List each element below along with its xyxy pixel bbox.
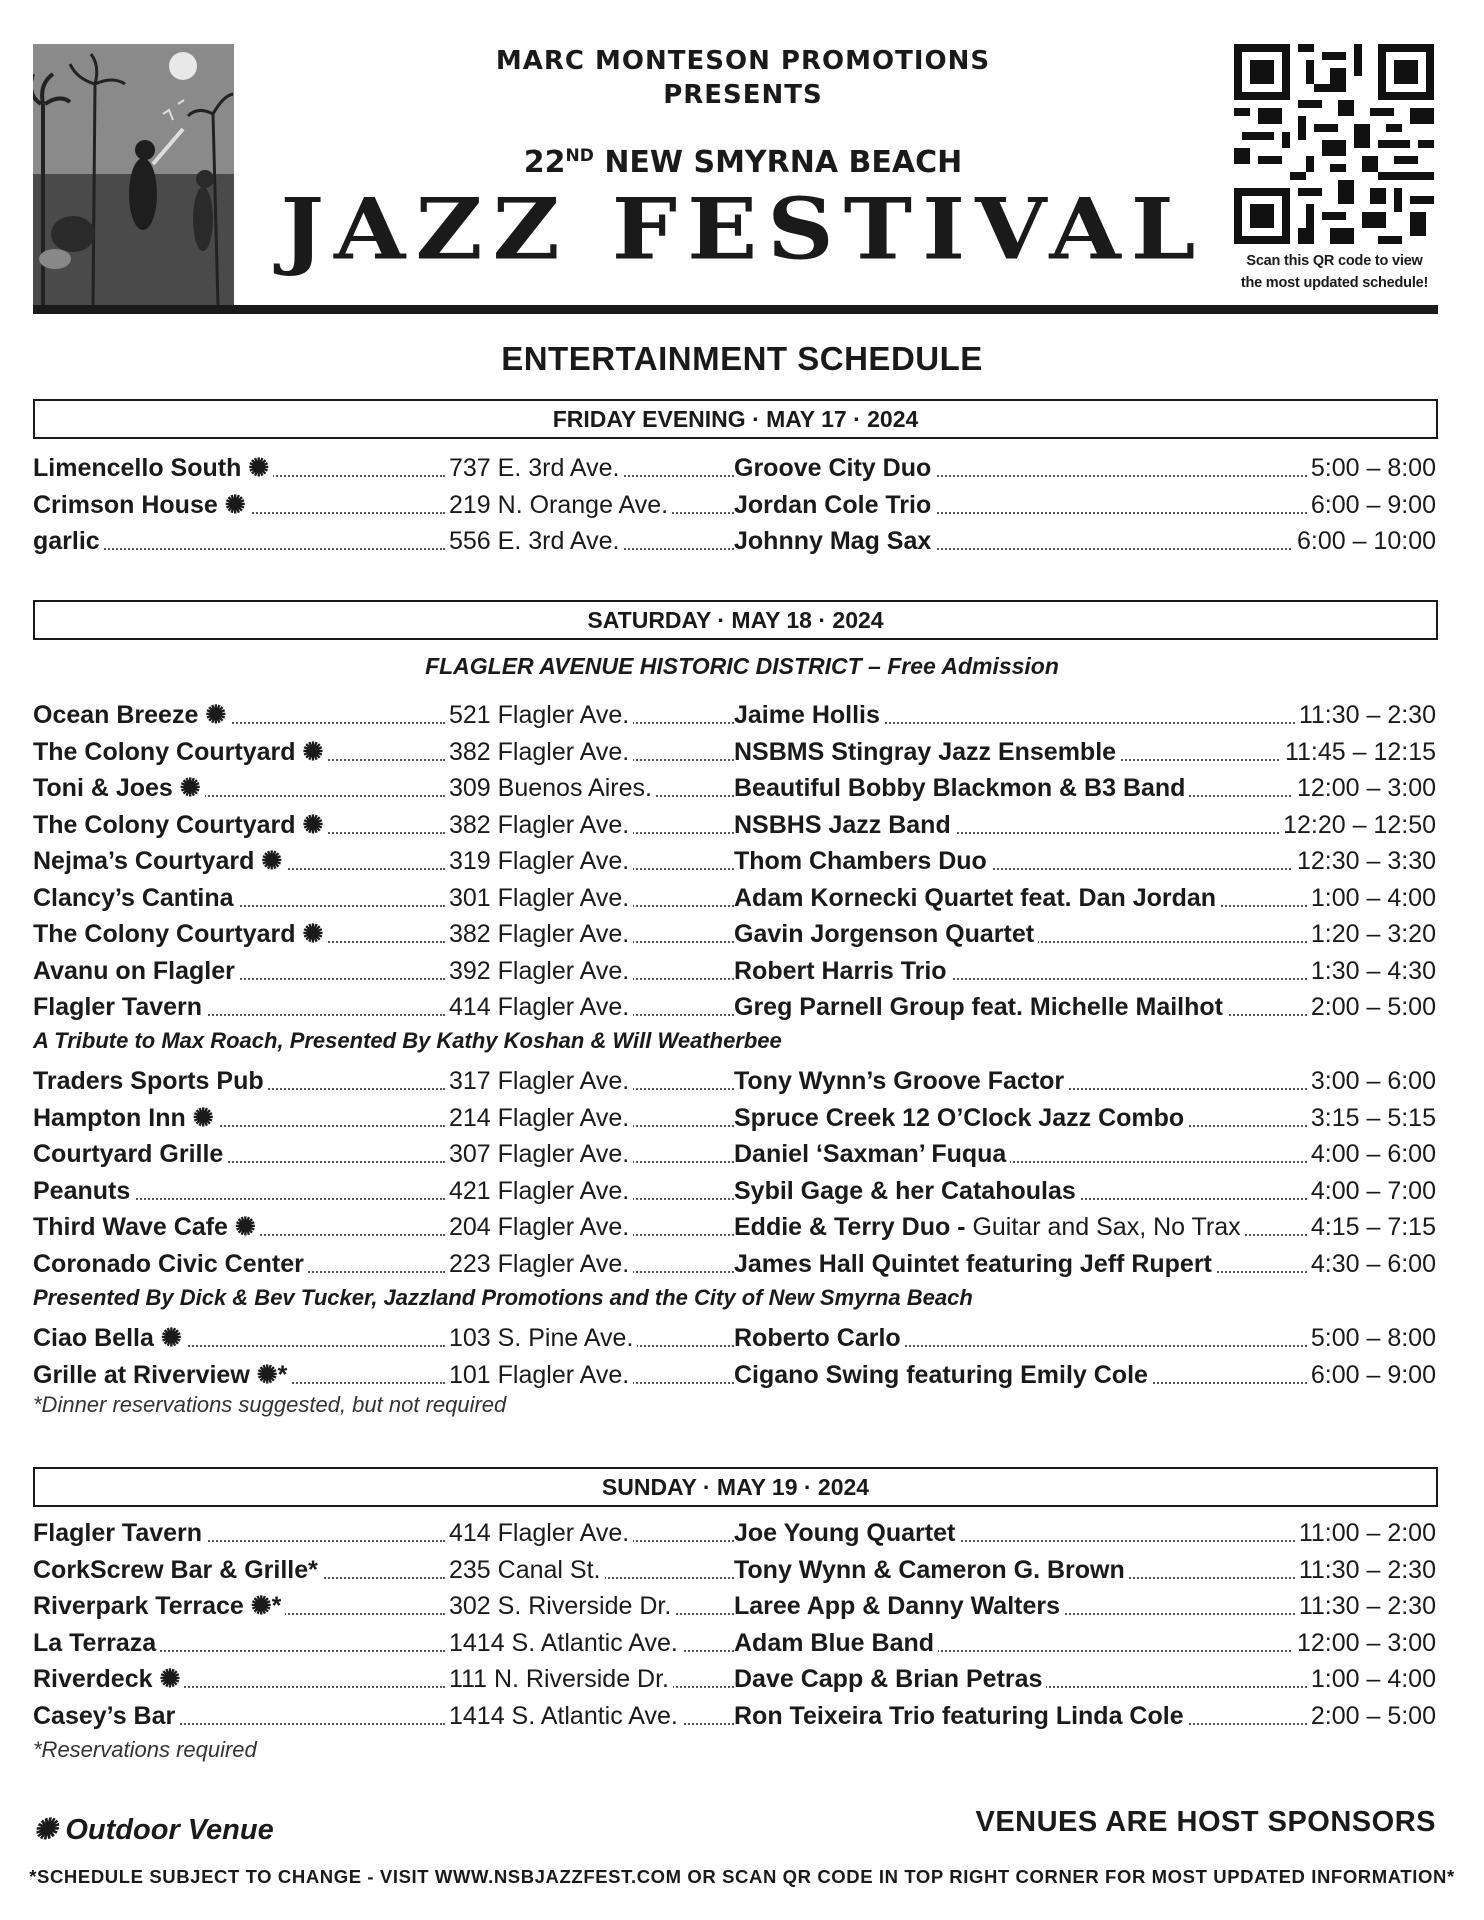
act-name [734,880,1220,916]
schedule-row [33,1173,1436,1209]
performance-time: 11:30 – 2:30 [1295,1588,1436,1624]
venue-name: Toni & Joes ✺ [33,770,205,806]
venue-address: 219 N. Orange Ave. [449,487,672,523]
act-title: Jaime Hollis [734,701,880,729]
venue-name: CorkScrew Bar & Grille* [33,1552,322,1588]
festival-title: JAZZ FESTIVAL [280,179,1206,279]
venue-name: Flagler Tavern [33,989,206,1025]
venue-address: 1414 S. Atlantic Ave. [449,1698,682,1734]
venue-address: 317 Flagler Ave. [449,1063,633,1099]
performance-time: 11:00 – 2:00 [1295,1515,1436,1551]
act-title: Dave Capp & Brian Petras [734,1665,1043,1693]
act-title: Eddie & Terry Duo - [734,1213,973,1241]
performance-time: 4:00 – 6:00 [1307,1136,1436,1172]
performance-time: 12:30 – 3:30 [1293,843,1436,879]
venue-name: Traders Sports Pub [33,1063,268,1099]
act-title: Spruce Creek 12 O’Clock Jazz Combo [734,1103,1185,1132]
schedule-row [33,450,1436,486]
act-title: Daniel ‘Saxman’ Fuqua [734,1140,1007,1168]
qr-block [1231,44,1438,294]
act-name [734,1136,1010,1172]
performance-time: 1:30 – 4:30 [1307,953,1436,989]
schedule-row [33,989,1436,1025]
venue-address: 382 Flagler Ave. [449,807,633,843]
sunday-footnote: *Reservations required [33,1737,257,1762]
act-name [734,450,935,486]
act-title: Sybil Gage & her Catahoulas [734,1176,1076,1205]
legend-text: Outdoor Venue [65,1814,274,1846]
edition-number: 22 [523,145,566,180]
sun-star-icon: ✺ [33,1814,58,1846]
act-title: Laree App & Danny Walters [734,1592,1061,1620]
schedule-row [33,1515,1436,1551]
performance-time: 1:20 – 3:20 [1307,916,1436,952]
schedule-row [33,697,1436,733]
act-title: James Hall Quintet featuring Jeff Rupert [734,1249,1212,1278]
act-name [734,1320,905,1356]
venue-name: La Terraza [33,1625,160,1661]
performance-time: 12:00 – 3:00 [1293,770,1436,806]
presents-line: PRESENTS [663,80,823,110]
venue-name: garlic [33,523,104,559]
act-title: Roberto Carlo [734,1324,901,1352]
act-title: NSBMS Stingray Jazz Ensemble [734,737,1117,766]
saturday-footnote: *Dinner reservations suggested, but not required [33,1392,507,1417]
schedule-row [33,807,1436,843]
venue-name: Clancy’s Cantina [33,880,238,916]
saturday-tribute-note: A Tribute to Max Roach, Presented By Kathy Koshan & Will Weatherbee [33,1028,782,1053]
performance-time: 3:15 – 5:15 [1307,1100,1436,1136]
header-titles [243,44,1243,279]
schedule-title: ENTERTAINMENT SCHEDULE [501,340,983,377]
act-title: Greg Parnell Group feat. Michelle Mailhot [734,993,1223,1021]
act-name [734,1515,959,1551]
promoter-name: MARC MONTESON PROMOTIONS [495,46,991,76]
act-title: Adam Blue Band [734,1628,935,1657]
venue-name: Peanuts [33,1173,134,1209]
performance-time: 3:00 – 6:00 [1307,1063,1436,1099]
saturday-heading: SATURDAY · MAY 18 · 2024 [33,600,1438,640]
performance-time: 2:00 – 5:00 [1307,1698,1436,1734]
act-name [734,523,935,559]
act-name [734,1698,1188,1734]
edition-line [243,138,1243,181]
act-name [734,1246,1216,1282]
venue-name: Flagler Tavern [33,1515,206,1551]
venue-address: 421 Flagler Ave. [449,1173,633,1209]
venue-address: 414 Flagler Ave. [449,989,633,1025]
act-name [734,807,955,843]
venue-address: 414 Flagler Ave. [449,1515,633,1551]
act-title: Adam Kornecki Quartet feat. Dan Jordan [734,883,1217,912]
venue-address: 103 S. Pine Ave. [449,1320,637,1356]
qr-caption-line-1: Scan this QR code to view [1246,253,1423,269]
saturday-presenter-note: Presented By Dick & Bev Tucker, Jazzland Promotions and the City of New Smyrna Beach [33,1285,973,1310]
outdoor-venue-legend [33,1812,274,1847]
venue-address: 301 Flagler Ave. [449,880,633,916]
act-name [734,1625,938,1661]
act-name [734,1552,1129,1588]
schedule-row [33,1698,1436,1734]
act-title: Tony Wynn’s Groove Factor [734,1067,1065,1095]
venue-name: Riverpark Terrace ✺* [33,1588,285,1624]
performance-time: 6:00 – 10:00 [1293,523,1436,559]
venue-address: 319 Flagler Ave. [449,843,633,879]
venue-name: Ciao Bella ✺ [33,1320,186,1356]
venue-name: Crimson House ✺ [33,487,250,523]
venue-name: Casey’s Bar [33,1698,179,1734]
act-title: Ron Teixeira Trio featuring Linda Cole [734,1701,1184,1730]
act-title: Thom Chambers Duo [734,847,987,875]
venue-name: Third Wave Cafe ✺ [33,1209,260,1245]
schedule-row [33,1136,1436,1172]
performance-time: 5:00 – 8:00 [1307,1320,1436,1356]
venue-address: 307 Flagler Ave. [449,1136,633,1172]
schedule-row [33,1209,1436,1245]
venue-address: 111 N. Riverside Dr. [449,1661,673,1697]
venue-address: 1414 S. Atlantic Ave. [449,1625,682,1661]
act-name [734,1173,1080,1209]
performance-time: 11:30 – 2:30 [1295,697,1436,733]
act-name [734,734,1120,770]
act-title: Tony Wynn & Cameron G. Brown [734,1555,1125,1584]
act-note: Guitar and Sax, No Trax [972,1213,1241,1241]
act-title: Gavin Jorgenson Quartet [734,920,1035,948]
performance-time: 12:00 – 3:00 [1293,1625,1436,1661]
sunday-heading: SUNDAY · MAY 19 · 2024 [33,1467,1438,1507]
schedule-row [33,843,1436,879]
venue-address: 556 E. 3rd Ave. [449,523,624,559]
venue-name: Coronado Civic Center [33,1246,308,1282]
schedule-row [33,880,1436,916]
venue-address: 204 Flagler Ave. [449,1209,633,1245]
performance-time: 4:30 – 6:00 [1307,1246,1436,1282]
act-name [734,770,1189,806]
venue-address: 302 S. Riverside Dr. [449,1588,675,1624]
venue-name: The Colony Courtyard ✺ [33,916,327,952]
schedule-row [33,1625,1436,1661]
schedule-row [33,1246,1436,1282]
act-name [734,1063,1068,1099]
qr-code-icon[interactable] [1234,44,1434,244]
act-title: Johnny Mag Sax [734,527,932,555]
schedule-row [33,1357,1436,1393]
venue-name: Avanu on Flagler [33,953,239,989]
act-name [734,1588,1064,1624]
friday-heading: FRIDAY EVENING · MAY 17 · 2024 [33,399,1438,439]
jazz-artwork-illustration [33,44,234,306]
qr-caption-line-2: the most updated schedule! [1240,275,1429,291]
venue-address: 223 Flagler Ave. [449,1246,633,1282]
performance-time: 4:15 – 7:15 [1307,1209,1436,1245]
act-title: Jordan Cole Trio [734,490,932,519]
performance-time: 4:00 – 7:00 [1307,1173,1436,1209]
schedule-row [33,523,1436,559]
schedule-row [33,1661,1436,1697]
venue-address: 101 Flagler Ave. [449,1357,633,1393]
act-name [734,487,935,523]
venue-address: 235 Canal St. [449,1552,605,1588]
qr-caption [1231,250,1438,294]
venue-name: Limencello South ✺ [33,450,273,486]
venue-address: 214 Flagler Ave. [449,1100,633,1136]
act-name [734,916,1038,952]
performance-time: 6:00 – 9:00 [1307,487,1436,523]
saturday-subtitle: FLAGLER AVENUE HISTORIC DISTRICT – Free Admission [425,653,1059,679]
schedule-row [33,1320,1436,1356]
performance-time: 1:00 – 4:00 [1307,880,1436,916]
act-title: Robert Harris Trio [734,956,947,985]
act-title: Joe Young Quartet [734,1519,956,1547]
act-name [734,1100,1188,1136]
performance-time: 12:20 – 12:50 [1279,807,1436,843]
schedule-row [33,1063,1436,1099]
venue-name: Courtyard Grille [33,1136,227,1172]
schedule-row [33,1552,1436,1588]
act-name [734,843,991,879]
venue-address: 382 Flagler Ave. [449,916,633,952]
schedule-disclaimer: *SCHEDULE SUBJECT TO CHANGE - VISIT WWW.NSBJAZZFEST.COM OR SCAN QR CODE IN TOP RIGHT CORNER FOR MOST UPDATED INFORMATION* [29,1866,1455,1887]
venue-name: The Colony Courtyard ✺ [33,734,327,770]
performance-time: 11:45 – 12:15 [1281,734,1436,770]
performance-time: 2:00 – 5:00 [1307,989,1436,1025]
act-title: NSBHS Jazz Band [734,810,951,839]
host-sponsors-note: VENUES ARE HOST SPONSORS [975,1806,1436,1838]
header [33,44,1438,312]
act-title: Beautiful Bobby Blackmon & B3 Band [734,774,1186,802]
act-name [734,1209,1245,1245]
venue-address: 392 Flagler Ave. [449,953,633,989]
schedule-row [33,1100,1436,1136]
venue-name: Nejma’s Courtyard ✺ [33,843,286,879]
performance-time: 1:00 – 4:00 [1307,1661,1436,1697]
act-title: Cigano Swing featuring Emily Cole [734,1360,1148,1389]
schedule-row [33,734,1436,770]
header-divider [33,305,1438,314]
act-name [734,1661,1046,1697]
venue-address: 521 Flagler Ave. [449,697,633,733]
edition-suffix: ND [565,146,594,166]
venue-name: Riverdeck ✺ [33,1661,184,1697]
venue-address: 309 Buenos Aires. [449,770,656,806]
venue-address: 382 Flagler Ave. [449,734,633,770]
performance-time: 11:30 – 2:30 [1295,1552,1436,1588]
venue-name: Hampton Inn ✺ [33,1100,218,1136]
schedule-row [33,916,1436,952]
act-name [734,1357,1152,1393]
venue-name: The Colony Courtyard ✺ [33,807,327,843]
schedule-row [33,770,1436,806]
act-title: Groove City Duo [734,454,932,482]
schedule-row [33,487,1436,523]
act-name [734,953,951,989]
schedule-row [33,1588,1436,1624]
venue-name: Grille at Riverview ✺* [33,1357,291,1393]
event-name: NEW SMYRNA BEACH [604,145,963,180]
act-name [734,989,1227,1025]
venue-name: Ocean Breeze ✺ [33,697,230,733]
performance-time: 6:00 – 9:00 [1307,1357,1436,1393]
venue-address: 737 E. 3rd Ave. [449,450,624,486]
schedule-row [33,953,1436,989]
act-name [734,697,884,733]
performance-time: 5:00 – 8:00 [1307,450,1436,486]
